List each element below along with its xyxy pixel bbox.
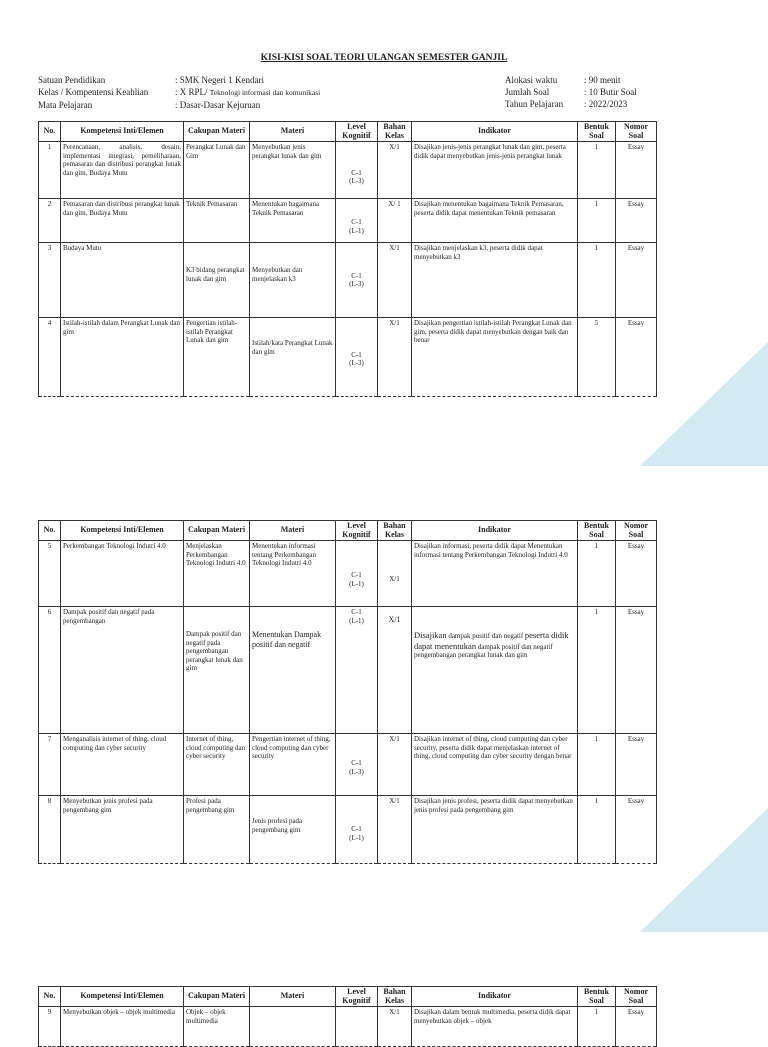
- meta-row: [505, 86, 637, 98]
- corner-triangle-decoration: [640, 342, 768, 466]
- cell-level: [336, 1007, 378, 1047]
- level-sub: (L-3): [349, 359, 364, 367]
- cell-nomor: Essay: [616, 541, 657, 607]
- cell-materi: [250, 607, 336, 734]
- level-code: C-1: [351, 571, 362, 579]
- cell-indikator: Disajikan menentukan bagaimana Teknik Pemasaran, peserta didik dapat menentukan Teknik pemasaran: [412, 199, 578, 243]
- cell-bentuk: 1: [578, 541, 616, 607]
- meta-value-small: Teknologi informasi dan komunikasi: [209, 88, 321, 97]
- level-sub: (L-1): [349, 833, 364, 842]
- meta-row: [38, 86, 320, 99]
- cell-kompetensi: Pemasaran dan distribusi perangkat lunak dan gim, Budaya Mutu: [61, 199, 184, 243]
- header-cakupan: Cakupan Materi: [184, 987, 250, 1007]
- meta-value: : Dasar-Dasar Kejuruan: [175, 100, 261, 110]
- header-bahan: Bahan Kelas: [378, 987, 412, 1007]
- cell-cakupan: [184, 243, 250, 318]
- level-sub: (L-1): [349, 226, 364, 235]
- cell-no: 8: [39, 796, 61, 864]
- cell-materi: Menyebutkan jenis perangkat lunak dan gim: [250, 142, 336, 199]
- indikator-part: dampak positif dan negatif: [446, 632, 525, 640]
- table-row: [39, 541, 657, 607]
- cell-cakupan: Pengertian istilah-istilah Perangkat Lunak dan gim: [184, 318, 250, 397]
- cell-level: [336, 318, 378, 397]
- level-code: C-1: [351, 825, 362, 833]
- level-sub: (L-3): [349, 280, 364, 288]
- header-bentuk: Bentuk Soal: [578, 987, 616, 1007]
- cell-materi: [250, 796, 336, 864]
- kisi-table-1: [38, 121, 657, 397]
- table-row: [39, 199, 657, 243]
- cell-materi: [250, 243, 336, 318]
- header-bentuk: Bentuk Soal: [578, 521, 616, 541]
- cell-no: 2: [39, 199, 61, 243]
- level-code: C-1: [351, 350, 362, 359]
- cell-materi: Menentukan informasi tentang Perkembangan Teknologi Indutri 4.0: [250, 541, 336, 607]
- cell-no: 7: [39, 734, 61, 796]
- indikator-text: [414, 608, 575, 660]
- cell-cakupan: Menjelaskan Perkembangan Teknologi Indutri 4.0: [184, 541, 250, 607]
- level-code: C-1: [351, 759, 362, 767]
- cell-indikator: [412, 607, 578, 734]
- cell-bentuk: 1: [578, 243, 616, 318]
- corner-triangle-decoration: [640, 808, 768, 932]
- meta-row: [38, 74, 320, 86]
- materi-text: Menentukan Dampak positif dan negatif: [252, 630, 322, 649]
- cell-level: [336, 796, 378, 864]
- cell-cakupan: Perangkat Lunak dan Gim: [184, 142, 250, 199]
- header-no: No.: [39, 987, 61, 1007]
- cell-indikator: Disajikan menjelaskan k3, peserta didik dapat menyebutkan k3: [412, 243, 578, 318]
- document-title: KISI-KISI SOAL TEORI ULANGAN SEMESTER GANJIL: [260, 53, 508, 63]
- cell-kompetensi: Perencanaan, analisis, desain, implementasi integrasi, pemeliharaan, pemasaran dan distribusi perangkat lunak dan gim, Budaya Mutu: [61, 142, 184, 199]
- table-header-row: [39, 521, 657, 541]
- header-bentuk: Bentuk Soal: [578, 122, 616, 142]
- cell-bentuk: 1: [578, 734, 616, 796]
- header-indikator: Indikator: [412, 987, 578, 1007]
- kisi-table-2: [38, 520, 657, 864]
- header-nomor: Nomor Soal: [616, 122, 657, 142]
- header-bahan: Bahan Kelas: [378, 122, 412, 142]
- level-sub: (L-3): [349, 177, 364, 185]
- cakupan-text: Dampak positif dan negatif pada pengembangan perangkat lunak dan gim: [186, 630, 243, 672]
- bahan-text: X/1: [388, 615, 401, 624]
- cell-bentuk: 1: [578, 796, 616, 864]
- cell-cakupan: [184, 607, 250, 734]
- materi-text: Menyebutkan dan menjelaskan k3: [252, 266, 303, 283]
- cell-level: [336, 199, 378, 243]
- cell-kompetensi: Menganalisis internet of thing, cloud computing dan cyber security: [61, 734, 184, 796]
- indikator-part: Disajikan: [414, 630, 447, 640]
- level-code: C-1: [351, 608, 362, 616]
- triangle-shape: [640, 808, 768, 932]
- cell-no: 3: [39, 243, 61, 318]
- kisi-table-3: [38, 986, 657, 1047]
- cell-no: 9: [39, 1007, 61, 1047]
- materi-text: Jenis profesi pada pengembang gim: [252, 817, 303, 834]
- meta-left: [38, 74, 320, 111]
- cell-cakupan: Profesi pada pengembang gim: [184, 796, 250, 864]
- meta-label: Alokasi waktu: [505, 75, 558, 85]
- header-level: Level Kognitif: [336, 122, 378, 142]
- meta-value: [175, 86, 320, 99]
- meta-value: : 2022/2023: [584, 99, 628, 109]
- cell-nomor: Essay: [616, 607, 657, 734]
- header-no: No.: [39, 122, 61, 142]
- table-row: [39, 243, 657, 318]
- cell-bahan: X/1: [378, 318, 412, 397]
- header-no: No.: [39, 521, 61, 541]
- cell-nomor: Essay: [616, 1007, 657, 1047]
- indikator-part: dampak positif dan negatif pengembangan perangkat lunak dan gim: [414, 642, 553, 659]
- header-materi: Materi: [250, 122, 336, 142]
- table-row: [39, 796, 657, 864]
- cell-bahan: [378, 607, 412, 734]
- header-kompetensi: Kompetensi Inti/Elemen: [61, 987, 184, 1007]
- cell-nomor: Essay: [616, 734, 657, 796]
- cell-materi: [250, 318, 336, 397]
- cell-kompetensi: Perkembangan Teknologi Indutri 4.0: [61, 541, 184, 607]
- level-code: C-1: [351, 168, 362, 177]
- meta-row: [505, 74, 637, 86]
- cell-nomor: Essay: [616, 243, 657, 318]
- cell-bahan: X/1: [378, 1007, 412, 1047]
- cell-level: [336, 541, 378, 607]
- table-row: [39, 318, 657, 397]
- header-cakupan: Cakupan Materi: [184, 122, 250, 142]
- header-kompetensi: Kompetensi Inti/Elemen: [61, 521, 184, 541]
- cell-materi: [250, 1007, 336, 1047]
- header-bahan: Bahan Kelas: [378, 521, 412, 541]
- cell-kompetensi: Menyebutkan jenis profesi pada pengembang gim: [61, 796, 184, 864]
- cell-indikator: Disajikan internet of thing, cloud computing dan cyber security, peserta didik dapat menjelaskan internet of thing, cloud computing dan cyber security dengan benar: [412, 734, 578, 796]
- cell-indikator: Disajikan jenis profesi, peserta didik dapat menyebutkan jenis profesi pada pengembang gim: [412, 796, 578, 864]
- header-indikator: Indikator: [412, 521, 578, 541]
- indikator-part: peserta didik dapat menentukan: [414, 630, 569, 651]
- materi-text: Istilah/kata Perangkat Lunak dan gim: [252, 339, 333, 356]
- cell-kompetensi: Budaya Mutu: [61, 243, 184, 318]
- meta-label: Satuan Pendidikan: [38, 75, 106, 85]
- header-nomor: Nomor Soal: [616, 987, 657, 1007]
- meta-value: : 10 Butir Soal: [584, 87, 637, 97]
- meta-label: Tahun Pelajaran: [505, 99, 564, 109]
- table-header-row: [39, 987, 657, 1007]
- header-materi: Materi: [250, 987, 336, 1007]
- level-sub: (L-3): [349, 767, 364, 776]
- cell-level: [336, 734, 378, 796]
- cell-no: 5: [39, 541, 61, 607]
- cell-cakupan: Teknik Pemasaran: [184, 199, 250, 243]
- cell-kompetensi: Dampak positif dan negatif pada pengembangan: [61, 607, 184, 734]
- header-materi: Materi: [250, 521, 336, 541]
- cell-indikator: Disajikan dalam bentuk multimedia, peserta didik dapat menyebutkan objek – objek: [412, 1007, 578, 1047]
- cell-indikator: Disajikan informasi, peserta didik dapat Menentukan informasi tentang Perkembangan Teknologi Indutri 4.0: [412, 541, 578, 607]
- cell-bentuk: 1: [578, 607, 616, 734]
- level-sub: (L-1): [349, 616, 364, 625]
- cell-indikator: Disajikan jenis-jenis perangkat lunak dan gim, peserta didik dapat menyebutkan jenis-jenis perangkat lunak: [412, 142, 578, 199]
- table-row: [39, 734, 657, 796]
- table-header-row: [39, 122, 657, 142]
- cell-bahan: X/1: [378, 734, 412, 796]
- cell-bentuk: 1: [578, 1007, 616, 1047]
- meta-row: [505, 98, 637, 110]
- header-cakupan: Cakupan Materi: [184, 521, 250, 541]
- cell-no: 1: [39, 142, 61, 199]
- cell-indikator: Disajikan pengertian istilah-istilah Perangkat Lunak dan gim, peserta didik dapat menyebutkan dengan baik dan benar: [412, 318, 578, 397]
- cell-materi: Menentukan bagaimana Teknik Pemasaran: [250, 199, 336, 243]
- meta-value: : SMK Negeri 1 Kendari: [175, 75, 264, 85]
- cell-bahan: [378, 541, 412, 607]
- cell-bentuk: 1: [578, 142, 616, 199]
- cell-materi: Pengertian internet of thing, cloud computing dan cyber security: [250, 734, 336, 796]
- cell-nomor: Essay: [616, 318, 657, 397]
- table-row: [39, 1007, 657, 1047]
- meta-value: : 90 menit: [584, 75, 621, 85]
- cell-level: [336, 142, 378, 199]
- meta-row: [38, 99, 320, 111]
- cell-no: 6: [39, 607, 61, 734]
- header-indikator: Indikator: [412, 122, 578, 142]
- cell-bahan: X/1: [378, 796, 412, 864]
- table-row: [39, 607, 657, 734]
- cell-bahan: X/1: [378, 243, 412, 318]
- cell-kompetensi: Menyebutkan objek – objek multimedia: [61, 1007, 184, 1047]
- triangle-shape: [640, 342, 768, 466]
- table-row: [39, 142, 657, 199]
- cell-no: 4: [39, 318, 61, 397]
- cell-cakupan: Internet of thing, cloud computing dan cyber security: [184, 734, 250, 796]
- level-sub: (L-1): [349, 579, 364, 588]
- level-code: C-1: [351, 271, 362, 280]
- level-code: C-1: [351, 218, 362, 226]
- cakupan-text: K3 bidang perangkat lunak dan gim: [186, 266, 245, 283]
- cell-nomor: Essay: [616, 142, 657, 199]
- cell-bahan: X/1: [378, 142, 412, 199]
- cell-bentuk: 5: [578, 318, 616, 397]
- header-level: Level Kognitif: [336, 521, 378, 541]
- cell-bahan: X/ 1: [378, 199, 412, 243]
- header-kompetensi: Kompetensi Inti/Elemen: [61, 122, 184, 142]
- meta-label: Mata Pelajaran: [38, 100, 93, 110]
- cell-level: [336, 607, 378, 734]
- cell-level: [336, 243, 378, 318]
- cell-kompetensi: Istilah-istilah dalam Perangkat Lunak dan gim: [61, 318, 184, 397]
- meta-right: [505, 74, 637, 110]
- meta-value-main: : X RPL/: [175, 87, 210, 97]
- bahan-text: X/1: [389, 575, 400, 584]
- cell-cakupan: Objek – objek multimedia: [184, 1007, 250, 1047]
- cell-nomor: Essay: [616, 199, 657, 243]
- header-nomor: Nomor Soal: [616, 521, 657, 541]
- cell-bentuk: 1: [578, 199, 616, 243]
- cell-nomor: Essay: [616, 796, 657, 864]
- meta-label: Jumlah Soal: [505, 87, 550, 97]
- meta-label: Kelas / Kompentensi Keahlian: [38, 87, 149, 97]
- header-level: Level Kognitif: [336, 987, 378, 1007]
